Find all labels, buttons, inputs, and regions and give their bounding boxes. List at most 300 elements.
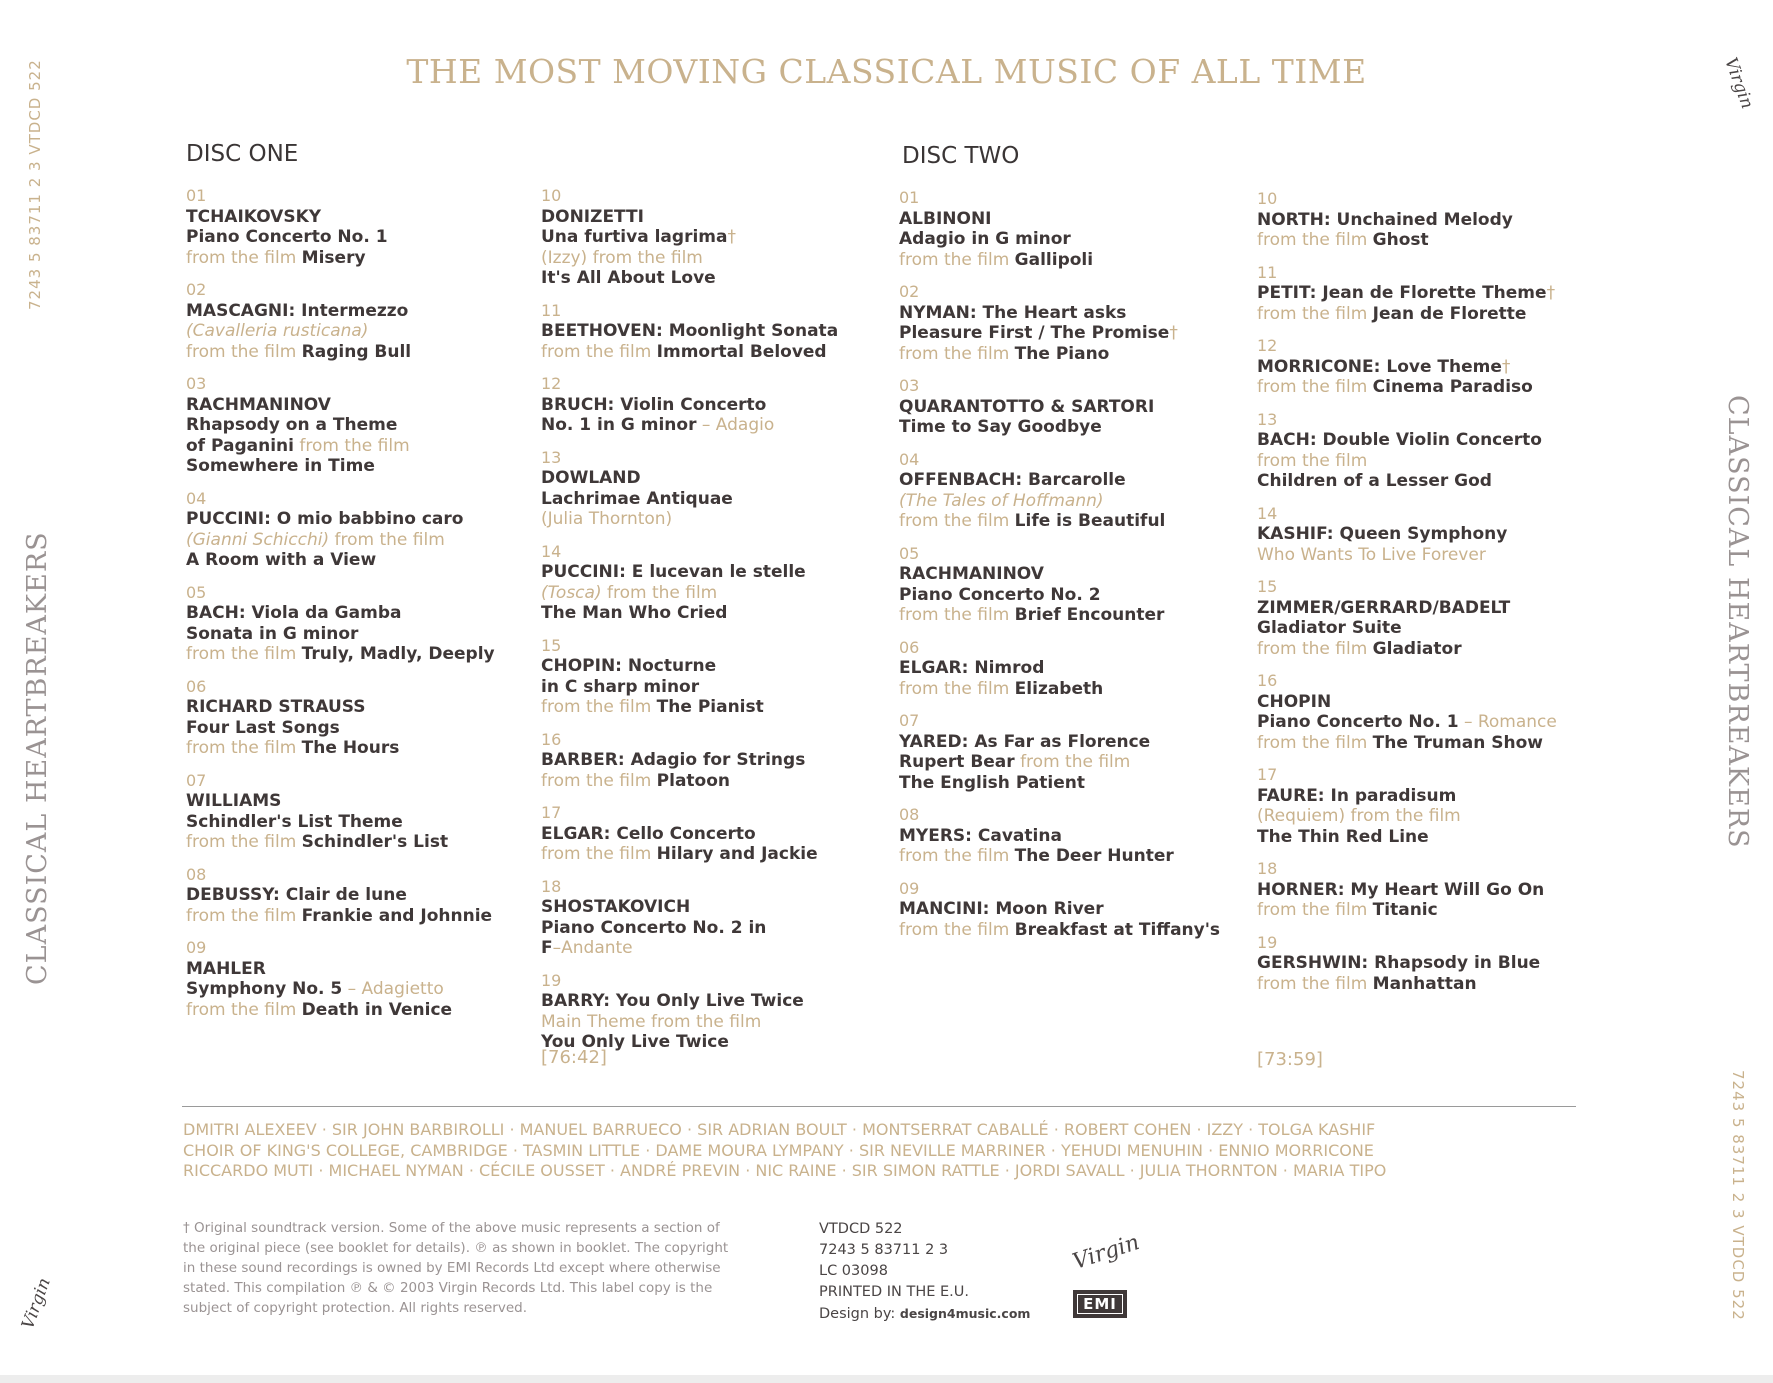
- track-line: [541, 603, 886, 624]
- track-line: [541, 656, 886, 677]
- track-entry: [541, 542, 886, 624]
- disc-two-heading: DISC TWO: [902, 143, 1020, 169]
- track-title-text: KASHIF: Queen Symphony: [1257, 524, 1508, 544]
- track-title-text: BARBER: Adagio for Strings: [541, 750, 806, 770]
- track-line: [186, 644, 531, 665]
- track-title-text: WILLIAMS: [186, 791, 282, 811]
- track-title-text: PUCCINI: E lucevan le stelle: [541, 562, 806, 582]
- footnote-line: stated. This compilation ℗ & © 2003 Virgin Records Ltd. This label copy is the: [183, 1280, 713, 1296]
- track-title-text: The Man Who Cried: [541, 603, 728, 623]
- artists-line: CHOIR OF KING'S COLLEGE, CAMBRIDGE · TASMIN LITTLE · DAME MOURA LYMPANY · SIR NEVILLE MARRINER · YEHUDI MENUHIN · ENNIO MORRICONE: [183, 1140, 1374, 1160]
- artists-line: DMITRI ALEXEEV · SIR JOHN BARBIROLLI · MANUEL BARRUECO · SIR ADRIAN BOULT · MONTSERRAT CABALLÉ · ROBERT COHEN · IZZY · TOLGA KASHIF: [183, 1120, 1376, 1139]
- track-note-text: from the film: [186, 247, 302, 268]
- track-entry: [1257, 671, 1602, 753]
- page-title: THE MOST MOVING CLASSICAL MUSIC OF ALL TIME: [406, 52, 1367, 91]
- track-entry: [186, 583, 531, 665]
- track-number: 11: [1257, 262, 1278, 282]
- track-entry: [186, 280, 531, 362]
- track-entry: [1257, 410, 1602, 492]
- track-note-text: from the film: [899, 511, 1015, 531]
- track-line: [1257, 357, 1602, 378]
- track-number: 15: [1257, 577, 1278, 596]
- track-line: [186, 550, 531, 571]
- disc-one-column-left: [186, 186, 531, 1032]
- track-line: [186, 1000, 531, 1021]
- track-title-text: PETIT: Jean de Florette Theme: [1257, 283, 1547, 303]
- track-line: [541, 207, 886, 228]
- design-label: Design by:: [819, 1306, 900, 1322]
- track-title-text: You Only Live Twice: [541, 1032, 729, 1052]
- track-line: [186, 227, 531, 248]
- track-entry: [186, 489, 531, 571]
- track-number: 15: [541, 635, 562, 655]
- track-title-text: DEBUSSY: Clair de lune: [186, 885, 407, 905]
- track-number: 18: [541, 876, 562, 896]
- track-line: [541, 268, 886, 289]
- track-entry: [899, 450, 1244, 532]
- track-line: [186, 624, 531, 645]
- track-title-text: GERSHWIN: Rhapsody in Blue: [1257, 953, 1541, 973]
- track-line: [899, 585, 1244, 606]
- track-line: [541, 938, 886, 959]
- track-line: [899, 229, 1244, 250]
- track-title-text: Manhattan: [1372, 973, 1477, 994]
- track-note-text: from the film: [899, 605, 1015, 625]
- track-note-text: from the film: [293, 435, 410, 456]
- track-entry: [899, 544, 1244, 626]
- track-line: [541, 562, 886, 583]
- track-line: [1257, 230, 1602, 251]
- emi-logo: [1073, 1290, 1127, 1318]
- track-title-text: Rhapsody on a Theme: [186, 415, 398, 435]
- track-title-text: PUCCINI: O mio babbino caro: [186, 509, 464, 529]
- footnote-line: subject of copyright protection. All rights reserved.: [183, 1300, 527, 1316]
- track-number: 04: [899, 449, 920, 469]
- track-entry: [899, 376, 1244, 438]
- track-note-text: from the film: [186, 832, 302, 852]
- track-entry: [1257, 336, 1602, 398]
- track-entry: [899, 711, 1244, 793]
- track-number: 19: [541, 970, 562, 990]
- track-number: 14: [541, 541, 562, 561]
- track-title-text: FAURE: In paradisum: [1257, 785, 1457, 806]
- track-entry: [186, 771, 531, 853]
- track-line: [1257, 692, 1602, 713]
- track-number: 08: [186, 864, 207, 884]
- track-number: 09: [899, 878, 920, 898]
- track-title-text: The Piano: [1014, 343, 1110, 364]
- track-note-text: from the film: [899, 249, 1015, 270]
- divider-line: [182, 1106, 1576, 1107]
- track-entry: [541, 186, 886, 289]
- track-title-text: TCHAIKOVSKY: [186, 206, 322, 227]
- track-number: 12: [1257, 336, 1278, 355]
- catalog-info: [819, 1219, 1049, 1325]
- track-entry: [186, 865, 531, 927]
- track-title-text: Children of a Lesser God: [1257, 471, 1492, 491]
- track-title-text: It's All About Love: [541, 268, 716, 288]
- track-entry: [541, 877, 886, 959]
- track-entry: [1257, 189, 1602, 251]
- track-title-text: CHOPIN: [1257, 691, 1332, 712]
- track-line: [186, 812, 531, 833]
- track-line: [899, 344, 1244, 365]
- track-number: 13: [1257, 409, 1278, 429]
- track-note-text: –Andante: [552, 938, 633, 958]
- right-spine-catalog: 7243 5 83711 2 3 VTDCD 522: [1729, 1070, 1747, 1321]
- track-line: [186, 791, 531, 812]
- track-line: [1257, 953, 1602, 974]
- track-title-text: BEETHOVEN: Moonlight Sonata: [541, 321, 839, 341]
- right-spine-title: CLASSICAL HEARTBREAKERS: [1722, 395, 1753, 849]
- page-edge: [0, 1375, 1773, 1383]
- track-line: [1257, 210, 1602, 231]
- track-line: [899, 323, 1244, 344]
- track-entry: [186, 374, 531, 477]
- track-note-text: from the film: [899, 846, 1015, 866]
- track-title-text: CHOPIN: Nocturne: [541, 656, 717, 676]
- track-line: [186, 207, 531, 228]
- track-note-text: from the film: [899, 919, 1015, 940]
- track-line: [1257, 377, 1602, 398]
- track-line: [186, 321, 531, 342]
- track-note-text: from the film: [1257, 900, 1373, 920]
- emi-logo-text: EMI: [1077, 1294, 1123, 1314]
- design-url: design4music.com: [899, 1306, 1031, 1321]
- track-title-text: Lachrimae Antiquae: [541, 488, 733, 509]
- track-entry: [899, 879, 1244, 941]
- track-note-text: – Adagio: [696, 415, 775, 435]
- track-title-text: Schindler's List: [301, 832, 449, 852]
- track-line: [186, 885, 531, 906]
- track-line: [186, 530, 531, 551]
- track-line: [186, 979, 531, 1000]
- track-title-text: ZIMMER/GERRARD/BADELT: [1257, 597, 1511, 618]
- track-title-text: BACH: Viola da Gamba: [186, 603, 402, 623]
- track-entry: [1257, 933, 1602, 995]
- track-title-text: Jean de Florette: [1372, 303, 1527, 324]
- disc-two-column-left: [899, 188, 1244, 952]
- track-title-text: Truly, Madly, Deeply: [301, 644, 495, 664]
- track-line: [186, 248, 531, 269]
- track-line: [541, 771, 886, 792]
- track-line: [899, 417, 1244, 438]
- track-number: 17: [1257, 765, 1278, 784]
- track-entry: [541, 374, 886, 436]
- track-note-text: from the film: [1257, 303, 1373, 324]
- track-number: 03: [186, 374, 207, 393]
- track-title-text: Gladiator Suite: [1257, 618, 1402, 638]
- track-title-text: Misery: [301, 247, 366, 268]
- track-title-text: The Deer Hunter: [1014, 846, 1174, 866]
- track-line: [1257, 430, 1602, 451]
- track-line: [186, 342, 531, 363]
- track-title-text: of Paganini: [186, 435, 294, 456]
- track-title-text: MASCAGNI: Intermezzo: [186, 300, 409, 321]
- barcode-number: 7243 5 83711 2 3: [819, 1242, 949, 1258]
- track-line: [1257, 806, 1602, 827]
- track-title-text: SHOSTAKOVICH: [541, 897, 691, 917]
- track-note-text: from the film: [329, 529, 445, 550]
- right-spine-virgin-logo: Virgin: [1720, 55, 1758, 112]
- track-line: [1257, 900, 1602, 921]
- track-note-text: from the film: [1257, 973, 1373, 994]
- track-line: [186, 415, 531, 436]
- left-spine: [0, 0, 62, 1383]
- track-entry: [541, 971, 886, 1053]
- track-line: [899, 899, 1244, 920]
- disc-two-duration: [73:59]: [1257, 1049, 1323, 1070]
- track-line: [541, 991, 886, 1012]
- track-line: [1257, 618, 1602, 639]
- track-line: [899, 397, 1244, 418]
- track-title-text: Piano Concerto No. 1: [186, 227, 388, 247]
- track-number: 02: [899, 282, 920, 301]
- left-spine-catalog: 7243 5 83711 2 3 VTDCD 522: [26, 59, 44, 310]
- track-entry: [1257, 577, 1602, 659]
- track-title-text: Hilary and Jackie: [656, 844, 818, 864]
- track-title-text: NYMAN: The Heart asks: [899, 302, 1127, 323]
- track-line: [899, 209, 1244, 230]
- track-number: 10: [541, 186, 562, 205]
- track-note-text: †: [1501, 356, 1511, 377]
- track-title-text: Time to Say Goodbye: [899, 417, 1102, 437]
- track-title-text: Gallipoli: [1014, 249, 1094, 270]
- track-number: 08: [899, 805, 920, 824]
- track-entry: [1257, 765, 1602, 847]
- track-line: [541, 677, 886, 698]
- track-title-text: Elizabeth: [1014, 678, 1104, 699]
- track-line: [899, 658, 1244, 679]
- track-note-text: from the film: [541, 697, 657, 717]
- track-title-text: F: [541, 938, 553, 958]
- track-title-text: Piano Concerto No. 2: [899, 584, 1101, 605]
- track-line: [1257, 733, 1602, 754]
- footnote-line: the original piece (see booklet for details). ℗ as shown in booklet. The copyright: [183, 1240, 729, 1256]
- track-line: [186, 436, 531, 457]
- track-line: [541, 1012, 886, 1033]
- track-title-text: Sonata in G minor: [186, 623, 359, 644]
- track-note-text: from the film: [1014, 752, 1131, 772]
- track-title-text: The English Patient: [899, 772, 1086, 793]
- track-line: [186, 509, 531, 530]
- track-line: [541, 583, 886, 604]
- track-line: [1257, 524, 1602, 545]
- track-title-text: MAHLER: [186, 958, 266, 979]
- track-line: [899, 679, 1244, 700]
- track-number: 11: [541, 300, 562, 320]
- track-note-text: Who Wants To Live Forever: [1257, 544, 1486, 565]
- track-line: [1257, 471, 1602, 492]
- track-line: [541, 248, 886, 269]
- track-line: [541, 697, 886, 718]
- track-note-text: †: [1169, 323, 1178, 343]
- track-line: [186, 718, 531, 739]
- track-line: [1257, 827, 1602, 848]
- track-line: [541, 844, 886, 865]
- track-title-text: Symphony No. 5: [186, 979, 343, 999]
- track-title-text: Platoon: [656, 770, 731, 791]
- design-credit: [819, 1303, 1049, 1325]
- track-title-text: ELGAR: Nimrod: [899, 658, 1045, 678]
- track-title-text: Ghost: [1372, 230, 1429, 250]
- track-entry: [186, 186, 531, 268]
- track-title-text: The Thin Red Line: [1257, 826, 1429, 847]
- track-title-text: Life is Beautiful: [1014, 511, 1166, 531]
- track-number: 18: [1257, 859, 1278, 878]
- track-line: [541, 918, 886, 939]
- track-line: [186, 738, 531, 759]
- track-entry: [541, 636, 886, 718]
- track-title-text: A Room with a View: [186, 550, 377, 570]
- left-spine-virgin-logo: Virgin: [18, 1275, 55, 1332]
- track-line: [541, 321, 886, 342]
- track-entry: [899, 282, 1244, 364]
- track-title-text: Piano Concerto No. 1: [1257, 712, 1459, 732]
- track-title-text: The Pianist: [656, 697, 764, 717]
- track-line: [541, 415, 886, 436]
- track-title-text: MORRICONE: Love Theme: [1257, 356, 1502, 377]
- track-number: 07: [899, 711, 920, 730]
- track-line: [899, 846, 1244, 867]
- track-entry: [899, 805, 1244, 867]
- track-title-text: Breakfast at Tiffany's: [1014, 919, 1221, 940]
- track-line: [899, 250, 1244, 271]
- track-title-text: ELGAR: Cello Concerto: [541, 823, 756, 844]
- track-title-text: No. 1 in G minor: [541, 415, 697, 435]
- track-entry: [541, 730, 886, 792]
- track-number: 01: [899, 188, 920, 207]
- track-number: 01: [186, 186, 207, 205]
- footnote-line: † Original soundtrack version. Some of the above music represents a section of: [183, 1220, 720, 1236]
- track-note-text: (Tosca): [541, 582, 602, 603]
- track-line: [541, 227, 886, 248]
- track-title-text: Somewhere in Time: [186, 456, 375, 476]
- track-title-text: YARED: As Far as Florence: [899, 731, 1151, 752]
- track-number: 19: [1257, 932, 1278, 952]
- track-number: 06: [186, 676, 207, 696]
- track-line: [186, 456, 531, 477]
- track-note-text: from the film: [541, 844, 657, 864]
- track-title-text: HORNER: My Heart Will Go On: [1257, 879, 1545, 900]
- track-title-text: BACH: Double Violin Concerto: [1257, 430, 1542, 450]
- track-note-text: from the film: [601, 582, 718, 603]
- track-entry: [186, 938, 531, 1020]
- label-code: LC 03098: [819, 1263, 888, 1279]
- footnote-line: in these sound recordings is owned by EMI Records Ltd except where otherwise: [183, 1260, 721, 1276]
- track-entry: [1257, 263, 1602, 325]
- track-line: [1257, 974, 1602, 995]
- track-note-text: from the film: [1257, 638, 1373, 659]
- track-line: [186, 906, 531, 927]
- track-line: [541, 395, 886, 416]
- track-line: [541, 824, 886, 845]
- track-title-text: Piano Concerto No. 2 in: [541, 917, 767, 938]
- track-line: [899, 605, 1244, 626]
- track-line: [1257, 786, 1602, 807]
- track-note-text: (The Tales of Hoffmann): [899, 490, 1104, 511]
- track-note-text: (Gianni Schicchi): [186, 529, 330, 550]
- track-title-text: BRUCH: Violin Concerto: [541, 394, 767, 415]
- track-note-text: from the film: [1257, 230, 1373, 250]
- track-line: [1257, 880, 1602, 901]
- track-line: [186, 697, 531, 718]
- track-line: [1257, 598, 1602, 619]
- track-title-text: OFFENBACH: Barcarolle: [899, 470, 1126, 490]
- track-title-text: Death in Venice: [301, 999, 453, 1020]
- track-note-text: from the film: [1257, 732, 1373, 753]
- track-line: [541, 750, 886, 771]
- track-title-text: Una furtiva lagrima: [541, 227, 728, 247]
- track-number: 02: [186, 280, 207, 299]
- track-title-text: BARRY: You Only Live Twice: [541, 991, 804, 1011]
- track-entry: [1257, 859, 1602, 921]
- track-title-text: Schindler's List Theme: [186, 811, 403, 832]
- track-line: [186, 301, 531, 322]
- track-note-text: (Cavalleria rusticana): [186, 321, 369, 341]
- disc-two-column-right: [1257, 189, 1602, 1006]
- track-line: [186, 959, 531, 980]
- track-title-text: RACHMANINOV: [186, 394, 331, 415]
- track-number: 04: [186, 488, 207, 508]
- track-line: [541, 509, 886, 530]
- track-title-text: Brief Encounter: [1014, 605, 1165, 625]
- track-number: 05: [899, 543, 920, 563]
- track-title-text: in C sharp minor: [541, 676, 700, 697]
- track-entry: [1257, 504, 1602, 566]
- track-line: [541, 489, 886, 510]
- track-title-text: Cinema Paradiso: [1372, 377, 1533, 397]
- track-line: [899, 732, 1244, 753]
- track-entry: [899, 188, 1244, 270]
- track-note-text: from the film: [899, 678, 1015, 699]
- track-line: [899, 303, 1244, 324]
- artists-line: RICCARDO MUTI · MICHAEL NYMAN · CÉCILE OUSSET · ANDRÉ PREVIN · NIC RAINE · SIR SIMON RATTLE · JORDI SAVALL · JULIA THORNTON · MARIA TIPO: [183, 1161, 1387, 1180]
- track-note-text: from the film: [186, 341, 302, 362]
- track-note-text: from the film: [1257, 377, 1373, 397]
- track-note-text: from the film: [186, 738, 302, 758]
- left-spine-title: CLASSICAL HEARTBREAKERS: [22, 531, 53, 985]
- track-title-text: Raging Bull: [301, 341, 412, 362]
- track-note-text: (Izzy) from the film: [541, 247, 703, 268]
- track-number: 09: [186, 938, 207, 957]
- track-number: 07: [186, 770, 207, 790]
- track-title-text: DOWLAND: [541, 468, 641, 488]
- track-number: 06: [899, 637, 920, 657]
- track-title-text: Four Last Songs: [186, 717, 340, 738]
- track-line: [1257, 712, 1602, 733]
- track-line: [899, 920, 1244, 941]
- track-title-text: The Hours: [301, 738, 400, 758]
- track-note-text: †: [1546, 283, 1556, 303]
- track-entry: [541, 803, 886, 865]
- track-entry: [899, 638, 1244, 700]
- track-title-text: ALBINONI: [899, 208, 992, 229]
- track-line: [1257, 545, 1602, 566]
- track-title-text: MANCINI: Moon River: [899, 899, 1104, 919]
- track-note-text: †: [727, 227, 736, 247]
- virgin-logo: Virgin: [1069, 1230, 1143, 1275]
- track-line: [899, 511, 1244, 532]
- disc-one-heading: DISC ONE: [186, 141, 299, 167]
- track-line: [899, 470, 1244, 491]
- track-number: 16: [541, 729, 562, 749]
- track-note-text: from the film: [1257, 450, 1368, 471]
- track-line: [1257, 639, 1602, 660]
- disc-one-duration: [76:42]: [541, 1047, 607, 1068]
- artists-list: [183, 1120, 1583, 1182]
- track-title-text: Titanic: [1372, 900, 1438, 920]
